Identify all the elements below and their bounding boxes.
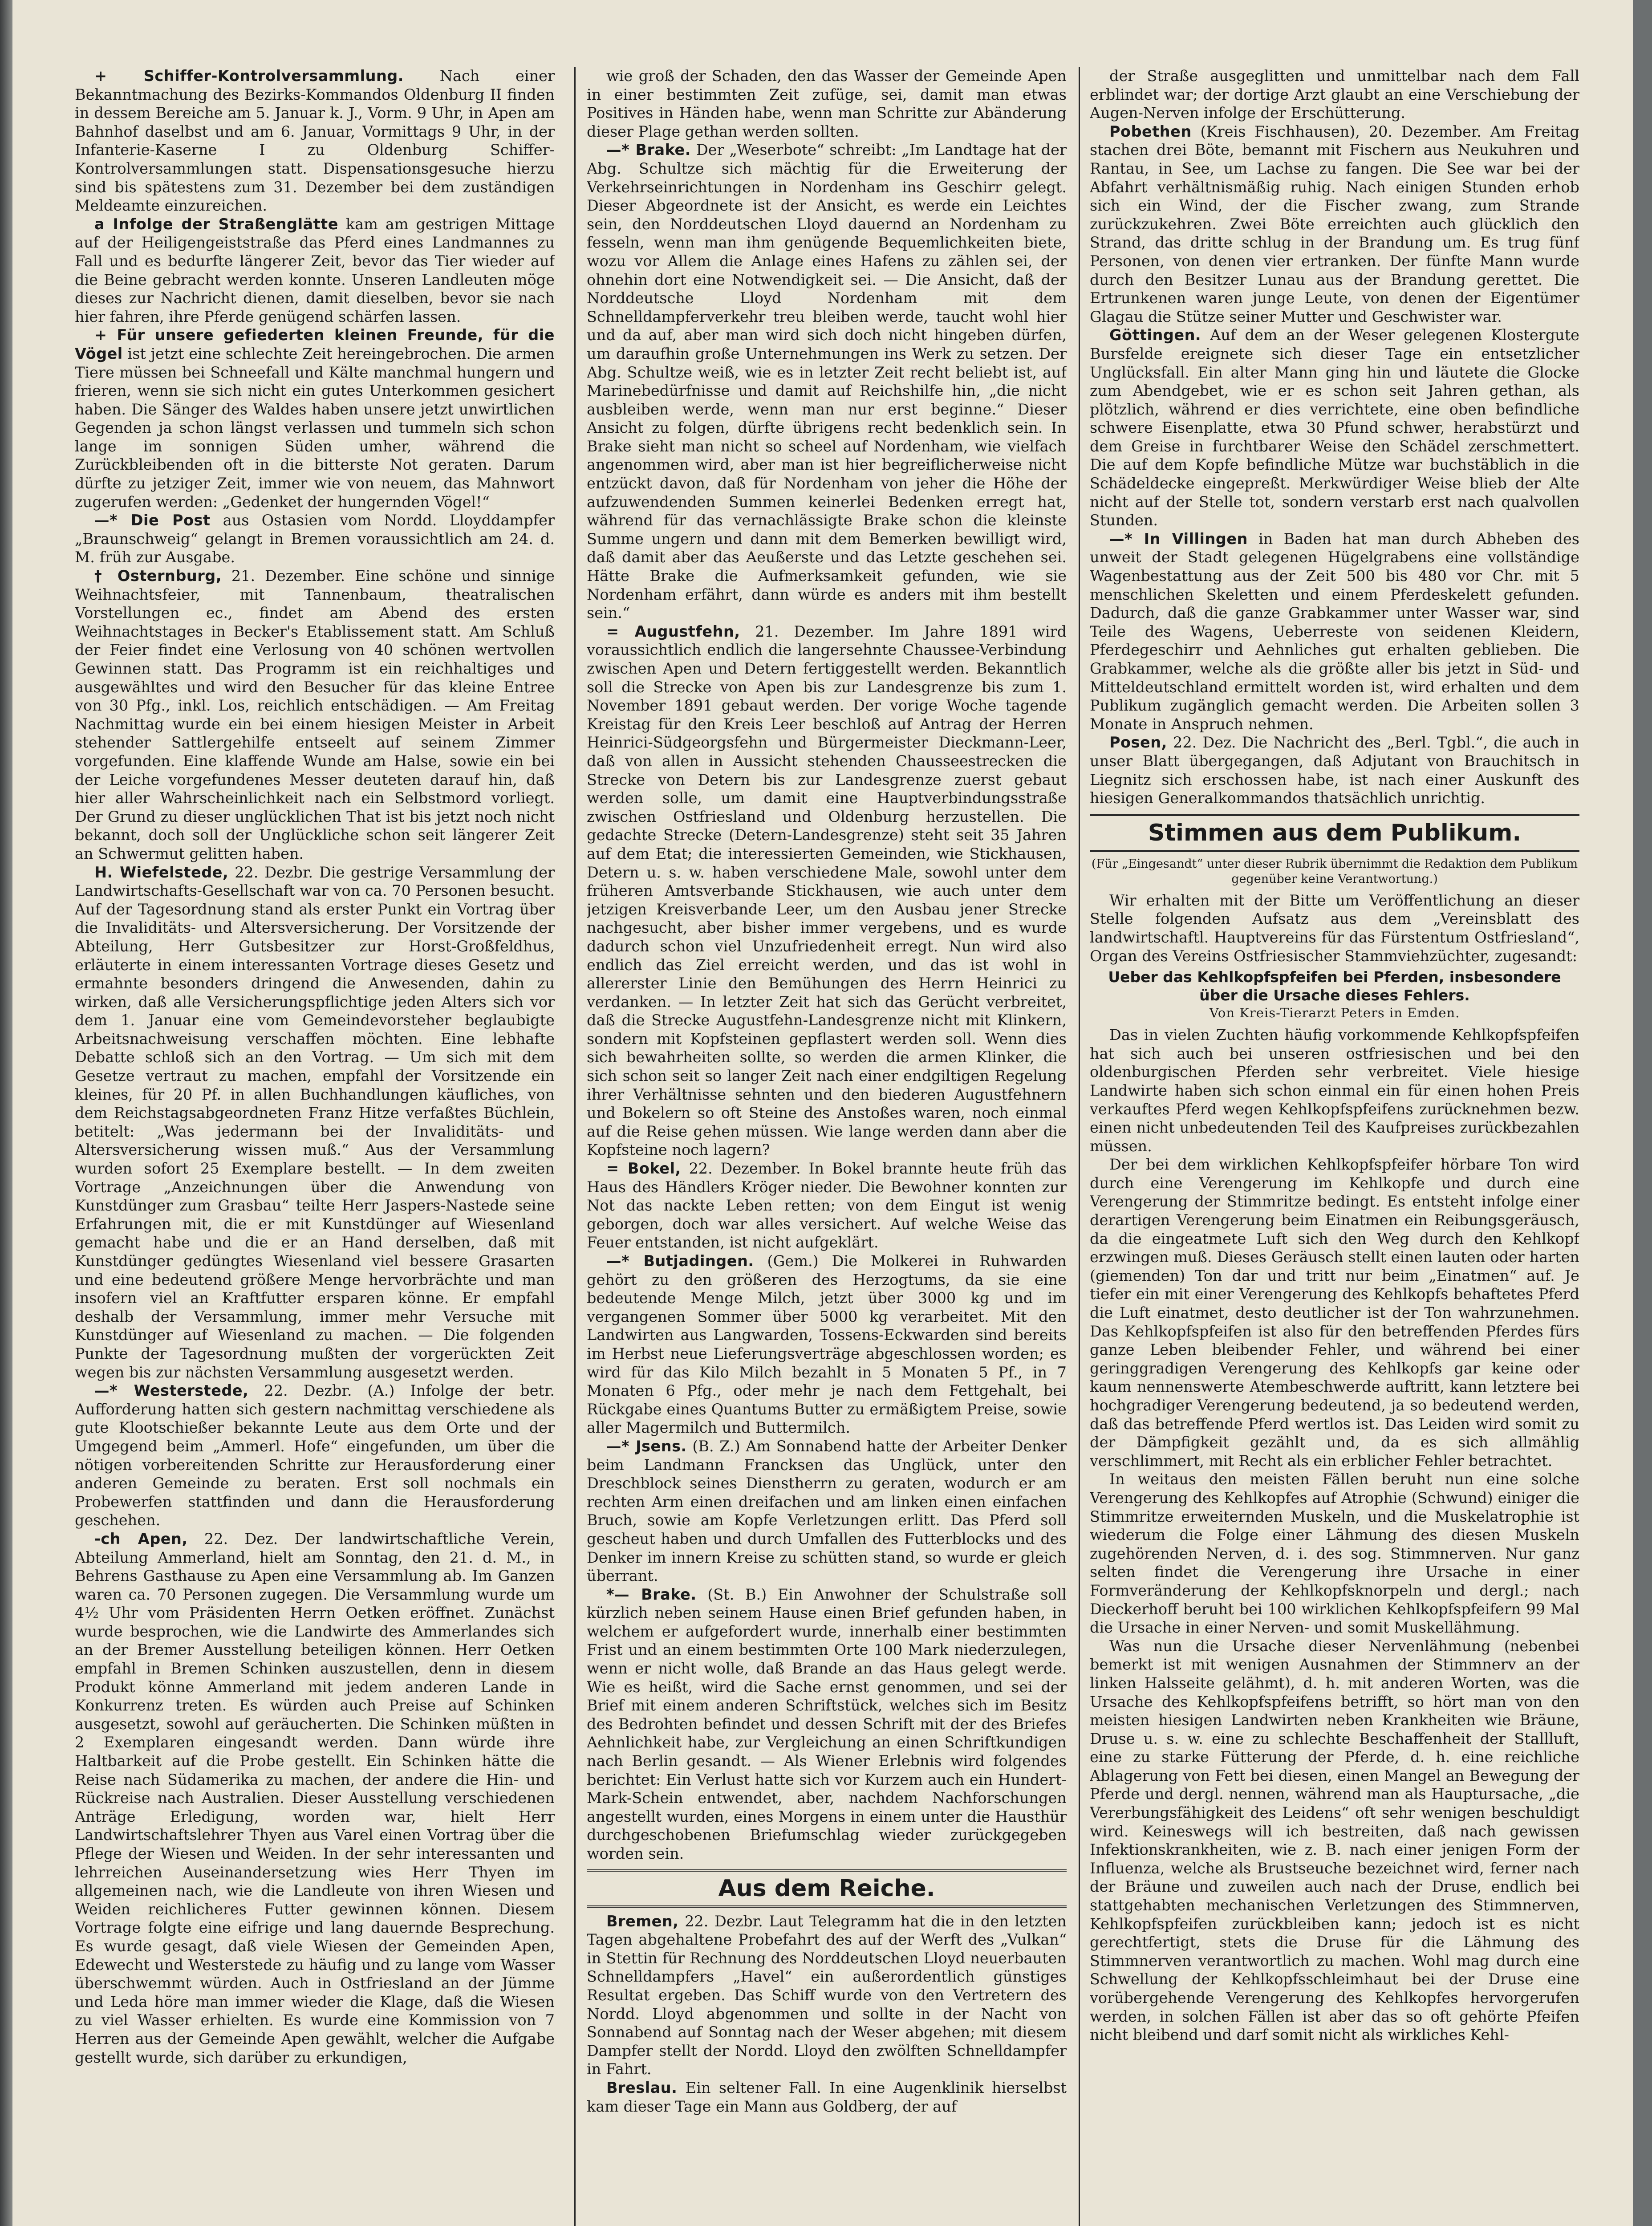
article-text: ist jetzt eine schlechte Zeit hereingebrochen. Die armen Tiere müssen bei Schneefall und Kälte manchmal hungern und frieren, wenn sie sich nicht ein gutes Unterkommen gesichert haben. Die Sänger des Waldes haben unsere jetzt unwirtlichen Gegenden ja schon längst verlassen und tummeln sich schon lange im sonnigen Süden umher, während die Zurückbleibenden oft in die bitterste Not geraten. Darum dürfte zu jetziger Zeit, immer wie von neuem, das Mahnwort zugerufen werden: „Gedenket der hungernden Vögel!“: [75, 345, 555, 511]
article-text: 22. Dezbr. (A.) Infolge der betr. Aufforderung hatten sich gestern nachmittag verschiedene als gute Klootschießer bekannte Leute aus dem Orte und der Umgegend beim „Ammerl. Hofe“ eingefunden, um über die nötigen vorbereitenden Schritte zur Herausforderung einer anderen Gemeinde zu beraten. Erst soll nochmals ein Probewerfen stattfinden und dann die Herausforderung geschehen.: [75, 1382, 555, 1529]
article-paragraph: [587, 1912, 1067, 2079]
article-text: der Straße ausgeglitten und unmittelbar nach dem Fall erblindet war; der dortige Arzt glaubt an eine Verschiebung der Augen-Nerven infolge der Erschütterung.: [1090, 67, 1579, 122]
scan-binding-edge: [0, 0, 12, 2226]
article-dateline: —* In Villingen: [1109, 530, 1248, 548]
article-dateline: Göttingen.: [1109, 326, 1201, 344]
article-text: Das in vielen Zuchten häufig vorkommende Kehlkopfspfeifen hat sich auch bei unseren ostfriesischen und bei den oldenburgischen Pferden sehr verbreitet. Viele hiesige Landwirte haben sich schon einmal ein für einen hohen Preis verkauftes Pferd wegen Kehlkopfspfeifens zurücknehmen bezw. einen nicht unbedeutenden Teil des Kaufpreises zurückbezahlen müssen.: [1090, 1026, 1579, 1155]
article-dateline: *— Brake.: [606, 1585, 697, 1603]
column-1: [75, 67, 555, 2226]
article-paragraph: [587, 67, 1067, 141]
article-text: Der bei dem wirklichen Kehlkopfspfeifer hörbare Ton wird durch eine Verengerung im Kehlkopfe und durch eine Verengerung der Stimmritze bedingt. Es entsteht infolge einer derartigen Verengerung beim Einatmen ein Reibungsgeräusch, da die eingeatmete Luft sich den Weg durch den Kehlkopf erzwingen muß. Dieses Geräusch stellt einen lauten oder harten (giemenden) Ton dar und tritt nur beim „Einatmen“ auf. Je tiefer ein mit einer Verengerung des Kehlkopfs behaftetes Pferd die Luft einatmet, desto deutlicher ist der Ton wahrzunehmen. Das Kehlkopfspfeifen ist also für den betreffenden Pferdes fürs ganze Leben bleibender Fehler, und während bei einer geringgradigen Verengerung des Kehlkopfs gar keine oder kaum nennenswerte Atembeschwerde auftritt, kann letztere bei hochgradiger Verengerung bedeutend, ja so bedeutend werden, daß das betreffende Pferd wertlos ist. Das Leiden wird somit zu der Dämpfigkeit gezählt und, da es sich allmählig verschlimmert, mit Recht als ein erblicher Fehler betrachtet.: [1090, 1156, 1579, 1470]
column-2: [587, 67, 1067, 2226]
section-heading: Aus dem Reiche.: [587, 1869, 1067, 1908]
article-text: 21. Dezember. Im Jahre 1891 wird voraussichtlich endlich die langersehnte Chaussee-Verbindung zwischen Apen und Detern fertiggestellt werden. Bekanntlich soll die Strecke von Apen bis zur Landesgrenze bis zum 1. November 1891 gebaut werden. Der vorige Woche tagende Kreistag für den Kreis Leer beschloß auf Antrag der Herren Heinrici-Südgeorgsfehn und Bürgermeister Dieckmann-Leer, daß von allen in Aussicht stehenden Chausseestrecken die Strecke von Detern bis zur Landesgrenze zuerst gebaut werden solle, um damit eine Hauptverbindungsstraße zwischen Ostfriesland und Oldenburg herzustellen. Die gedachte Strecke (Detern-Landesgrenze) steht seit 35 Jahren auf dem Etat; die interessierten Gemeinden, wie Stickhausen, Detern u. s. w. haben verschiedene Male, sowohl unter dem früheren Amtsverbande Stickhausen, wie auch unter dem jetzigen Kreisverbande Leer, um den Ausbau jener Strecke nachgesucht, aber bisher immer vergebens, und es wurde dadurch schon viel Unzufriedenheit erregt. Nun wird also endlich das Ziel erreicht werden, und das ist wohl in allererster Linie den Bemühungen des Herrn Heinrici zu verdanken. — In letzter Zeit hat sich das Gerücht verbreitet, daß die Strecke Augustfehn-Landesgrenze nicht mit Klinkern, sondern mit Kopfsteinen gepflastert werden soll. Wenn dies sich bewahrheiten sollte, so werden die armen Klinker, die sich schon seit so langer Zeit nach einer endgiltigen Regelung ihrer Verhältnisse sehnten und den biederen Augustfehnern und Bokelern so oft Steine des Anstoßes waren, noch einmal auf die Reise gehen müssen. Wie lange werden dann aber die Kopfsteine noch lagern?: [587, 622, 1067, 1159]
article-paragraph: [75, 511, 555, 567]
article-paragraph: [75, 215, 555, 326]
article-text: in Baden hat man durch Abheben des unweit der Stadt gelegenen Hügelgrabens eine vollständige Wagenbestattung aus der Zeit 500 bis 480 vor Chr. mit 5 menschlichen Skeletten und einem Pferdeskelett gefunden. Dadurch, daß die ganze Grabkammer unter Wasser war, sind Teile des Wagens, Ueberreste von seidenen Kleidern, Pferdegeschirr und Aehnliches gut erhalten geblieben. Die Grabkammer, welche als die größte aller bis jetzt in Süd- und Mitteldeutschland ermittelt worden ist, wird erhalten und dem Publikum zugänglich gemacht werden. Die Arbeiten sollen 3 Monate in Anspruch nehmen.: [1090, 530, 1579, 733]
article-text: (St. B.) Ein Anwohner der Schulstraße soll kürzlich neben seinem Hause einen Brief gefunden haben, in welchem er aufgefordert wurde, innerhalb einer bestimmten Frist und an einem bestimmten Orte 100 Mark niederzulegen, wenn er nicht wolle, daß Brande an das Haus gelegt werde. Wie es heißt, wird die Sache ernst genommen, und sei der Brief mit einem anderen Schriftstück, welches sich im Besitz des Bedrohten befindet und dessen Schrift mit der des Briefes Aehnlichkeit habe, zur Vergleichung an einen Schriftkundigen nach Berlin gesandt. — Als Wiener Erlebnis wird folgendes berichtet: Ein Verlust hatte sich vor Kurzem auch ein Hundert-Mark-Schein entwendet, aber, nachdem Nachforschungen angestellt wurden, eines Morgens in einem unter die Hausthür durchgeschobenen Briefumschlag wieder zurückgegeben worden sein.: [587, 1585, 1067, 1862]
article-text: In weitaus den meisten Fällen beruht nun eine solche Verengerung des Kehlkopfes auf Atrophie (Schwund) einiger die Stimmritze erweiternden Muskeln, und die Muskelatrophie ist wiederum die Folge einer Lähmung des diesen Muskeln zugehörenden Nerven, d. i. des sog. Stimmnerven. Nur ganz selten findet die Verengerung ihre Ursache in einer Formveränderung der Kehlkopfsknorpeln und dergl.; nach Dieckerhoff beruht bei 100 wirklichen Kehlkopfspfeifern 99 Mal die Ursache in einer Nerven- und somit Muskellähmung.: [1090, 1470, 1579, 1637]
article-dateline: † Osternburg,: [94, 567, 222, 585]
article-dateline: = Augustfehn,: [606, 622, 740, 640]
article-paragraph: [75, 67, 555, 215]
article-dateline: —* Die Post: [94, 512, 211, 529]
column-3: [1090, 67, 1579, 2226]
article-paragraph: [587, 1159, 1067, 1252]
article-dateline: —* Westerstede,: [94, 1382, 249, 1400]
article-text: Ein seltener Fall. In eine Augenklinik hierselbst kam dieser Tage ein Mann aus Goldberg, der auf: [587, 2079, 1067, 2115]
article-paragraph: [1090, 1470, 1579, 1637]
article-paragraph: [587, 141, 1067, 622]
article-text: 22. Dez. Der landwirtschaftliche Verein, Abteilung Ammerland, hielt am Sonntag, den 21. d. M., in Behrens Gasthause zu Apen eine Versammlung ab. Im Ganzen waren ca. 70 Personen zugegen. Die Versammlung wurde um 4½ Uhr vom Präsidenten Herrn Oetken eröffnet. Zunächst wurde besprochen, wie die Landwirte des Ammerlandes sich an der Bremer Ausstellung beteiligen können. Herr Oetken empfahl in Bremen Schinken auszustellen, denn in diesem Produkt könne Ammerland mit jedem anderen Lande in Konkurrenz treten. Es würden auch Preise auf Schinken ausgesetzt, sowohl auf geräucherten. Die Schinken müßten in 2 Exemplaren eingesandt werden. Dann würde ihre Haltbarkeit auf die Probe gestellt. Ein Schinken hätte die Reise nach Südamerika zu machen, der andere die Hin- und Rückreise nach Australien. Dieser Ausstellung verschiedenen Anträge Erledigung, worden war, hielt Herr Landwirtschaftslehrer Thyen aus Varel einen Vortrag über die Pflege der Wiesen und Weiden. In der sehr interessanten und lehrreichen Auseinandersetzung wies Herr Thyen im allgemeinen nach, wie die Landleute von ihren Wiesen und Weiden reichlicheres Futter gewinnen können. Diesem Vortrage folgte eine eifrige und lang dauernde Besprechung. Es wurde gesagt, daß viele Wiesen der Gemeinden Apen, Edewecht und Westerstede zu häufig und zu lange vom Wasser überschwemmt würden. Auch in Ostfriesland an der Jümme und Leda höre man immer wieder die Klage, daß die Wiesen zu viel Wasser erhielten. Es wurde eine Kommission von 7 Herren aus der Gemeinde Apen gewählt, welcher die Aufgabe gestellt wurde, sich darüber zu erkundigen,: [75, 1530, 555, 2066]
article-text: (Kreis Fischhausen), 20. Dezember. Am Freitag stachen drei Böte, bemannt mit Fischern aus Neukuhren und Rantau, in See, um Lachse zu fangen. Die See war bei der Abfahrt verhältnismäßig ruhig. Nach einigen Stunden erhob sich ein Wind, der die Fischer zwang, zum Strande zurückzukehren. Zwei Böte erreichten auch glücklich den Strand, das dritte schlug in der Brandung um. Es trug fünf Personen, von denen vier ertranken. Der fünfte Mann wurde durch den Besitzer Lunau aus der Brandung gerettet. Die Ertrunkenen waren junge Leute, von denen der Eigentümer Glagau die Stütze seiner Mutter und Geschwister war.: [1090, 122, 1579, 325]
article-dateline: + Für unsere gefiederten kleinen Freunde, für die Vögel: [75, 326, 555, 362]
article-text: (B. Z.) Am Sonnabend hatte der Arbeiter Denker beim Landmann Francksen das Unglück, unter den Dreschblock seines Dienstherrn zu geraten, wodurch er am rechten Arm einen dreifachen und am linken einen einfachen Bruch, sowie am Kopfe Verletzungen erlitt. Das Pferd soll gescheut haben und durch Umfallen des Futterblocks und des Denker im innern Kreise zu schütten stand, so wurde er gleich überrant.: [587, 1437, 1067, 1585]
article-dateline: + Schiffer-Kontrolversammlung.: [94, 67, 404, 85]
article-dateline: Breslau.: [606, 2079, 678, 2096]
article-text: 22. Dezbr. Laut Telegramm hat die in den letzten Tagen abgehaltene Probefahrt des auf der Werft des „Vulkan“ in Stettin für Rechnung des Norddeutschen Lloyd neuerbauten Schnelldampfers „Havel“ ein außerordentlich günstiges Resultat ergeben. Das Schiff wurde von den Vertretern des Nordd. Lloyd abgenommen und sollte in der Nacht von Sonnabend auf Sonntag nach der Weser abgehen; mit diesem Dampfer stellt der Nordd. Lloyd den zwölften Schnelldampfer in Fahrt.: [587, 1912, 1067, 2078]
article-text: wie groß der Schaden, den das Wasser der Gemeinde Apen in einer bestimmten Zeit zufüge, sei, damit man etwas Positives in Händen habe, wenn man Schritte zur Abänderung dieser Plage gethan werden sollten.: [587, 67, 1067, 140]
article-paragraph: [587, 1585, 1067, 1863]
article-paragraph: [75, 1381, 555, 1530]
article-text: 22. Dezbr. Die gestrige Versammlung der Landwirtschafts-Gesellschaft war von ca. 70 Personen besucht. Auf der Tagesordnung stand als erster Punkt ein Vortrag über die Invaliditäts- und Altersversicherung. Der Vorsitzende der Abteilung, Herr Gutsbesitzer zur Horst-Großfeldhus, erläuterte in einem interessanten Vortrage dieses Gesetz und ermahnte besonders dringend die Anwesenden, dahin zu wirken, daß alle Versicherungspflichtige jeden Alters sich vor dem 1. Januar eine vom Gemeindevorsteher beglaubigte Arbeitsnachweisung verschaffen möchten. Eine lebhafte Debatte schloß sich an den Vortrag. — Um sich mit dem Gesetze vertraut zu machen, empfahl der Vorsitzende ein kleines, für 20 Pf. in allen Buchhandlungen käufliches, von dem Reichstagsabgeordneten Franz Hitze verfaßtes Büchlein, betitelt: „Was jedermann bei der Invaliditäts- und Altersversicherung wissen muß.“ Aus der Versammlung wurden sofort 25 Exemplare bestellt. — In dem zweiten Vortrage „Anzeichnungen über die Anwendung von Kunstdünger zum Grasbau“ teilte Herr Jaspers-Nastede seine Erfahrungen mit, die er mit Kunstdünger auf Wiesenland gemacht habe und die er an Hand derselben, daß mit Kunstdünger gedüngtes Wiesenland viel bessere Grasarten und eine bedeutend größere Menge hervorbrächte und man insofern viel an Kraftfutter ersparen könne. Er empfahl deshalb der Versammlung, immer mehr Versuche mit Kunstdünger auf Wiesenland zu machen. — Die folgenden Punkte der Tagesordnung mußten der vorgerückten Zeit wegen bis zur nächsten Versammlung ausgesetzt werden.: [75, 863, 555, 1381]
article-dateline: -ch Apen,: [94, 1530, 188, 1548]
article-text: 21. Dezember. Eine schöne und sinnige Weihnachtsfeier, mit Tannenbaum, theatralischen Vorstellungen ec., findet am Abend des ersten Weihnachtstages in Becker's Etablissement statt. Am Schluß der Feier findet eine Verlosung von 40 schönen wertvollen Gewinnen statt. Das Programm ist ein reichhaltiges und ausgewähltes und wird den Besucher für das kleine Entree von 30 Pfg., inkl. Los, reichlich entschädigen. — Am Freitag Nachmittag wurde ein bei einem hiesigen Meister in Arbeit stehender Sattlergehilfe entseelt auf seinem Zimmer vorgefunden. Eine klaffende Wunde am Halse, sowie ein bei der Leiche vorgefundenes Messer deuteten darauf hin, daß hier aller Wahrscheinlichkeit nach ein Selbstmord vorliegt. Der Grund zu dieser unglücklichen That ist bis jetzt noch nicht bekannt, doch soll der Unglückliche schon seit längerer Zeit an Schwermut gelitten haben.: [75, 567, 555, 862]
article-paragraph: [587, 1437, 1067, 1585]
article-text: 22. Dezember. In Bokel brannte heute früh das Haus des Händlers Kröger nieder. Die Bewohner konnten zur Not das nackte Leben retten; von dem Eingut ist wenig geborgen, doch war alles versichert. Auf welche Weise das Feuer entstanden, ist nicht aufgeklärt.: [587, 1160, 1067, 1251]
article-text: aus Ostasien vom Nordd. Lloyddampfer „Braunschweig“ gelangt in Bremen voraussichtlich am 24. d. M. früh zur Ausgabe.: [75, 512, 555, 566]
article-paragraph: [75, 1530, 555, 2067]
article-paragraph: [75, 567, 555, 863]
article-text: Nach einer Bekanntmachung des Bezirks-Kommandos Oldenburg II finden in dessem Bereiche am 5. Januar k. J., Vorm. 9 Uhr, in Apen am Bahnhof daselbst und am 6. Januar, Vormittags 9 Uhr, in der Infanterie-Kaserne I zu Oldenburg Schiffer-Kontrolversammlungen statt. Dispensationsgesuche hierzu sind bis spätestens zum 31. Dezember bei dem zuständigen Meldeamte einzureichen.: [75, 67, 555, 215]
article-paragraph: [1090, 122, 1579, 326]
column-divider: [1079, 67, 1080, 2226]
article-paragraph: [75, 863, 555, 1382]
article-text: Wir erhalten mit der Bitte um Veröffentlichung an dieser Stelle folgenden Aufsatz aus dem „Vereinsblatt des landwirtschaftl. Hauptvereins für das Fürstentum Ostfriesland“, Organ des Vereins Ostfriesischer Stammviehzüchter, zugesandt:: [1090, 891, 1579, 965]
article-paragraph: [587, 2079, 1067, 2116]
article-paragraph: [1090, 326, 1579, 530]
article-paragraph: [587, 622, 1067, 1159]
article-title: Ueber das Kehlkopfspfeifen bei Pferden, insbesondere über die Ursache dieses Fehlers.: [1108, 968, 1561, 1004]
article-paragraph: [1090, 67, 1579, 122]
article-paragraph: [1090, 733, 1579, 807]
article-dateline: = Bokel,: [606, 1160, 681, 1178]
article-text: Der „Weserbote“ schreibt: „Im Landtage hat der Abg. Schultze sich mächtig für die Erweiterung der Verkehrseinrichtungen in Nordenham ins Geschirr gelegt. Dieser Abgeordnete ist der Ansicht, es werde ein Leichtes sein, den Norddeutschen Lloyd dauernd an Nordenham zu fesseln, wenn man ihm genügende Bequemlichkeiten biete, wozu vor Allem die Anlage eines Hafens zu zählen sei, der ohnehin dort eine Notwendigkeit sei. — Die Ansicht, daß der Norddeutsche Lloyd Nordenham mit dem Schnelldampferverkehr treu bleiben werde, taucht wohl hier und da auf, aber man wird sich doch nicht hingeben dürfen, um daraufhin große Unternehmungen ins Werk zu setzen. Der Abg. Schultze weiß, wie es in letzter Zeit recht beliebt ist, auf Marinebedürfnisse und damit auf Reichshilfe hin, „die nicht ausbleiben werde, wenn man nur erst beginne.“ Dieser Ansicht zu folgen, dürfte übrigens recht bedenklich sein. In Brake sieht man nicht so scheel auf Nordenham, wie vielfach angenommen wird, aber man ist hier begreiflicherweise nicht entzückt davon, daß für Nordenham von jeher die Höhe der aufzuwendenden Summen keinerlei Bedenken erregt hat, während für das vernachlässigte Brake schon die kleinste Summe ungern und dann mit dem Bemerken bewilligt wird, daß damit aber das Aeußerste und das Letzte geschehen sei. Hätte Brake die Aufmerksamkeit gefunden, wie sie Nordenham erfährt, dann würde es anders mit ihm bestellt sein.“: [587, 141, 1067, 622]
article-dateline: Bremen,: [606, 1912, 679, 1930]
article-dateline: —* Jsens.: [606, 1437, 687, 1455]
article-text: kam am gestrigen Mittage auf der Heiligengeiststraße das Pferd eines Landmannes zu Fall und es bedurfte längerer Zeit, bevor das Tier wieder auf die Beine gebracht werden konnte. Unseren Landleuten möge dieses zur Nachricht dienen, damit dieselben, bevor sie nach hier fahren, ihre Pferde genügend schärfen lassen.: [75, 215, 555, 325]
article-dateline: a Infolge der Straßenglätte: [94, 215, 338, 233]
article-dateline: Pobethen: [1109, 122, 1192, 140]
column-divider: [574, 67, 576, 2226]
article-dateline: Posen,: [1109, 734, 1167, 751]
newspaper-page: [12, 0, 1633, 2226]
article-byline: Von Kreis-Tierarzt Peters in Emden.: [1209, 1005, 1460, 1021]
article-dateline: —* Butjadingen.: [606, 1252, 754, 1270]
article-paragraph: [1090, 1026, 1579, 1155]
article-dateline: H. Wiefelstede,: [94, 863, 229, 881]
article-text: Was nun die Ursache dieser Nervenlähmung (nebenbei bemerkt ist mit wenigen Ausnahmen der Stimmnerv an der linken Halsseite gelähmt), d. h. mit anderen Worten, was die Ursache des Kehlkopfspfeifens betrifft, so hört man von den meisten hiesigen Landwirten neben Krankheiten wie Bräune, Druse u. s. w. eine zu schlechte Beschaffenheit der Stallluft, eine zu starke Fütterung der Pferde, d. h. eine reichliche Ablagerung von Fett bei diesen, einen Mangel an Bewegung der Pferde und dergl. nennen, während man als Hauptursache, „die Vererbungsfähigkeit des Leidens“ oft sehr wenigen beschuldigt wird. Keineswegs will ich bestreiten, daß nach gewissen Infektionskrankheiten, wie z. B. nach einer jenigen Form der Influenza, welche als Brustseuche bezeichnet wird, ferner nach der Bräune und zuweilen auch nach der Druse, endlich bei stattgehabten mechanischen Verletzungen des Stimmnerven, Kehlkopfspfeifen zurückbleiben kann; jedoch ist es nicht gerechtfertigt, stets die Druse für die Lähmung des Stimmnerven verantwortlich zu machen. Wohl mag durch eine Schwellung der Kehlkopfsschleimhaut bei der Druse eine vorübergehende Verengerung des Kehlkopfes hervorgerufen werden, in solchen Fällen ist aber das so oft gehörte Pfeifen nicht bleibend und darf somit nicht als wirkliches Kehl-: [1090, 1637, 1579, 2044]
section-heading: Stimmen aus dem Publikum.: [1090, 814, 1579, 852]
article-paragraph: [1090, 891, 1579, 965]
article-paragraph: [1090, 530, 1579, 734]
article-paragraph: [587, 1252, 1067, 1437]
article-paragraph: [75, 326, 555, 511]
article-dateline: —* Brake.: [606, 141, 691, 159]
editorial-note: (Für „Eingesandt“ unter dieser Rubrik übernimmt die Redaktion dem Publikum gegenüber keine Verantwortung.): [1091, 857, 1578, 886]
article-text: (Gem.) Die Molkerei in Ruhwarden gehört zu den größeren des Herzogtums, da sie eine bedeutende Menge Milch, jetzt über 3000 kg und im vergangenen Sommer über 5000 kg verarbeitet. Mit den Landwirten aus Langwarden, Tossens-Eckwarden sind bereits im Herbst neue Lieferungsverträge abgeschlossen worden; es wird für das Kilo Milch bezahlt in 5 Monaten 5 Pf., in 7 Monaten 6 Pfg., oder mehr je nach dem Fettgehalt, bei Rückgabe eines Quantums Butter zu ermäßigtem Preise, sowie aller Magermilch und Buttermilch.: [587, 1252, 1067, 1437]
article-paragraph: [1090, 1155, 1579, 1470]
article-text: 22. Dez. Die Nachricht des „Berl. Tgbl.“, die auch in unser Blatt übergegangen, daß Adjutant von Brauchitsch in Liegnitz sich erschossen habe, ist nach einer Auskunft des hiesigen Generalkommandos thatsächlich unrichtig.: [1090, 734, 1579, 807]
article-text: Auf dem an der Weser gelegenen Klostergute Bursfelde ereignete sich dieser Tage ein entsetzlicher Unglücksfall. Ein alter Mann ging hin und läutete die Glocke zum Abendgebet, wie er es schon seit Jahren gethan, als plötzlich, während er dies verrichtete, eine oben befindliche schwere Eisenplatte, etwa 30 Pfund schwer, herabstürzt und dem Greise in furchtbarer Weise den Schädel zerschmettert. Die auf dem Kopfe befindliche Mütze war buchstäblich in die Schädeldecke eingepreßt. Merkwürdiger Weise blieb der Alte nicht auf der Stelle tot, sondern verstarb erst nach qualvollen Stunden.: [1090, 326, 1579, 529]
article-paragraph: [1090, 1637, 1579, 2044]
